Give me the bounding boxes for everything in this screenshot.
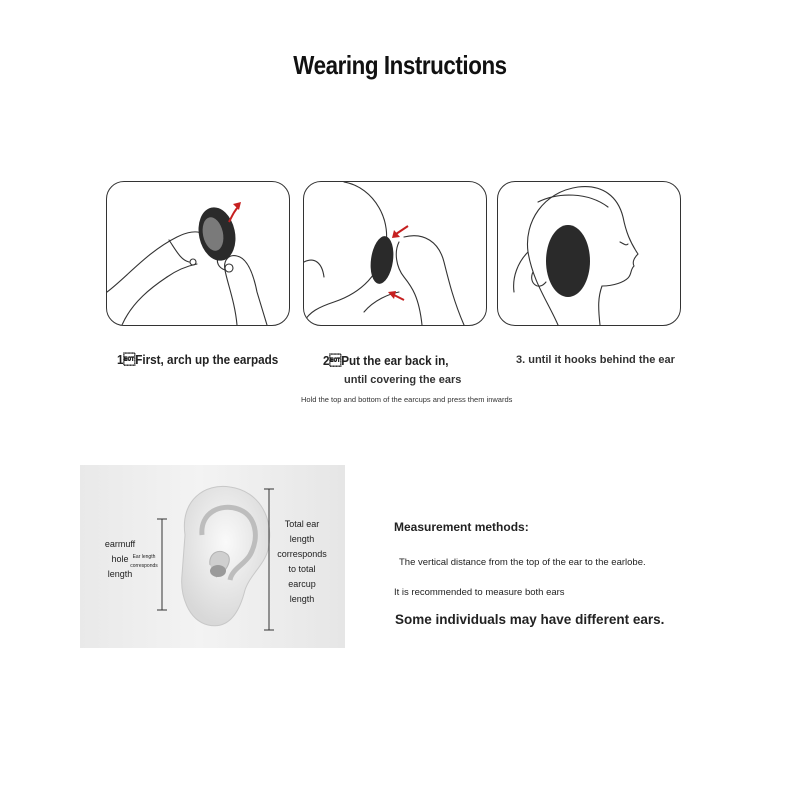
pressing-earcup-drawing <box>304 182 486 325</box>
earmuff-hole-length-label: earmuff hole length <box>104 539 136 579</box>
step-3-caption: 3. until it hooks behind the ear <box>516 354 675 366</box>
step-2-note: Hold the top and bottom of the earcups and press them inwards <box>301 395 513 404</box>
page-title: Wearing Instructions <box>293 50 507 80</box>
ear-length-small-label: Ear length corresponds <box>130 554 158 569</box>
hands-arching-earpad-drawing <box>107 182 289 325</box>
measurement-line-1: The vertical distance from the top of the ear to the earlobe. <box>399 557 646 568</box>
measurement-line-3: Some individuals may have different ears. <box>395 612 665 627</box>
step-1-caption: 1First, arch up the earpads <box>117 352 279 367</box>
step-2-caption-line2: until covering the ears <box>344 374 462 386</box>
step-3-illustration <box>497 181 681 326</box>
total-ear-length-label: Total ear length corresponds to total earcup length <box>277 519 327 604</box>
ear-measurement-image <box>80 465 345 648</box>
measurement-heading: Measurement methods: <box>394 520 529 534</box>
step-2-illustration <box>303 181 487 326</box>
earmuff-worn-drawing <box>498 182 680 325</box>
measurement-line-2: It is recommended to measure both ears <box>394 587 565 598</box>
step-1-illustration <box>106 181 290 326</box>
step-2-caption: 2Put the ear back in, <box>323 353 449 368</box>
